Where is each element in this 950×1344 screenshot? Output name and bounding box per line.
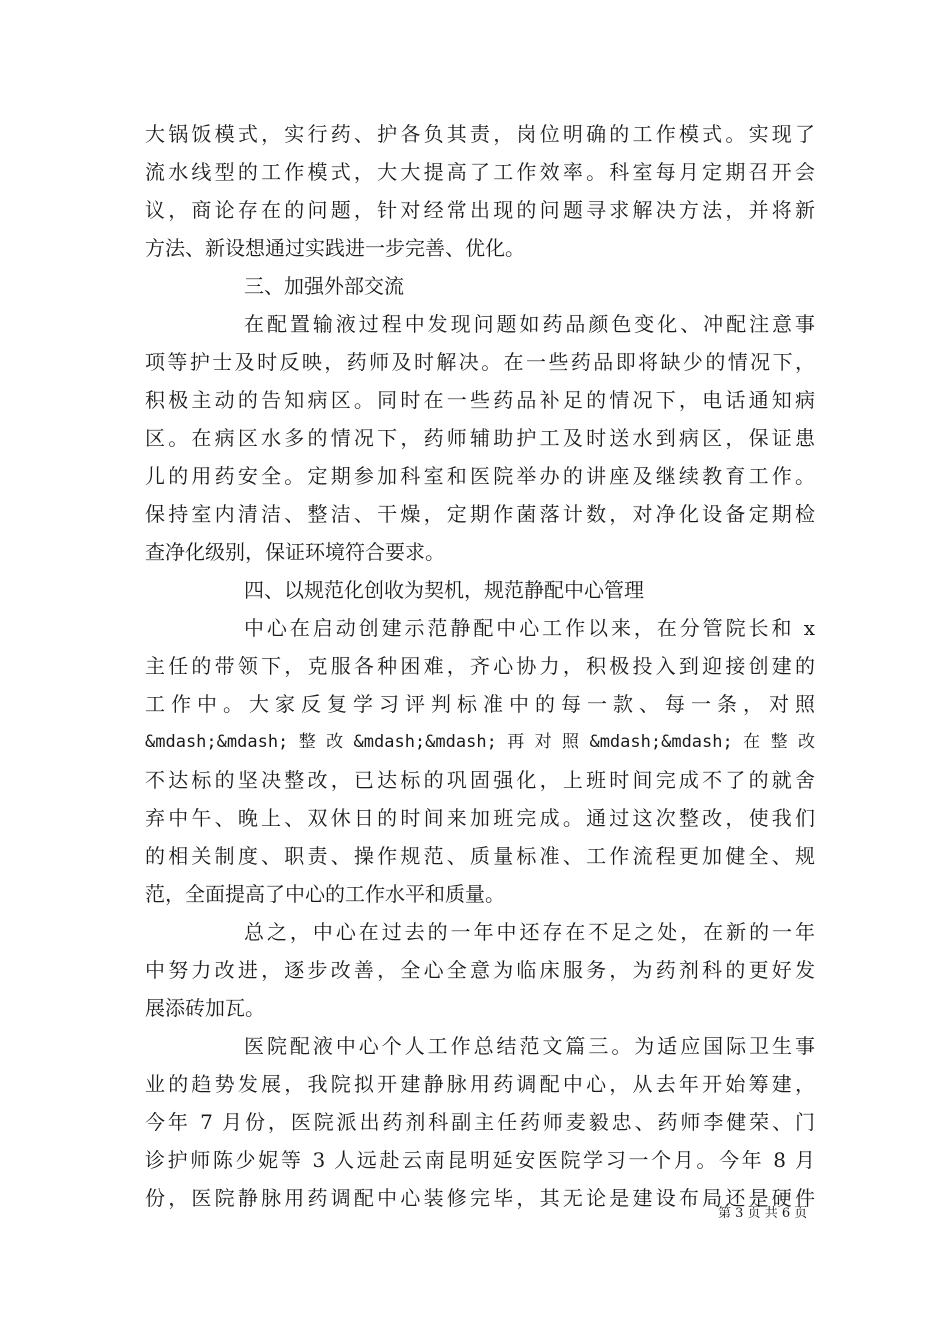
text-line: 不达标的坚决整改，已达标的巩固强化，上班时间完成不了的就舍 (145, 768, 815, 792)
text-line: 范，全面提高了中心的工作水平和质量。 (145, 882, 505, 906)
page-suffix: 页 (794, 1206, 808, 1221)
text-line: 在配置输液过程中发现问题如药品颜色变化、冲配注意事 (244, 312, 815, 336)
text-line: 主任的带领下，克服各种困难，齐心协力，积极投入到迎接创建的 (145, 654, 815, 678)
text-line: 今年 7 月份，医院派出药剂科副主任药师麦毅忠、药师李健荣、门 (145, 1110, 815, 1134)
text-line: 份，医院静脉用药调配中心装修完毕，其无论是建设布局还是硬件 (145, 1186, 815, 1210)
text-line: 区。在病区水多的情况下，药师辅助护工及时送水到病区，保证患 (145, 426, 815, 450)
text-line: 查净化级别，保证环境符合要求。 (145, 540, 445, 564)
text-line: 中努力改进，逐步改善，全心全意为临床服务，为药剂科的更好发 (145, 958, 815, 982)
page-middle: 页 共 (747, 1206, 778, 1221)
text-line: 大锅饭模式，实行药、护各负其责，岗位明确的工作模式。实现了 (145, 122, 815, 146)
text-line: 诊护师陈少妮等 3 人远赴云南昆明延安医院学习一个月。今年 8 月 (145, 1148, 815, 1172)
section-heading: 四、以规范化创收为契机，规范静配中心管理 (244, 578, 644, 602)
text-line: 的相关制度、职责、操作规范、质量标准、工作流程更加健全、规 (145, 844, 815, 868)
text-line: 积极主动的告知病区。同时在一些药品补足的情况下，电话通知病 (145, 388, 815, 412)
text-line: 项等护士及时反映，药师及时解决。在一些药品即将缺少的情况下， (145, 350, 815, 374)
text-line: 中心在启动创建示范静配中心工作以来，在分管院长和 x (244, 616, 815, 640)
text-line: &mdash;&mdash;整改&mdash;&mdash;再对照&mdash;&mdash;在整改 (145, 732, 815, 752)
text-line: 医院配液中心个人工作总结范文篇三。为适应国际卫生事 (244, 1034, 815, 1058)
text-line: 保持室内清洁、整洁、干燥，定期作菌落计数，对净化设备定期检 (145, 502, 815, 526)
text-line: 儿的用药安全。定期参加科室和医院举办的讲座及继续教育工作。 (145, 464, 815, 488)
page-number (718, 1206, 807, 1222)
text-line: 工作中。大家反复学习评判标准中的每一款、每一条，对照 (145, 692, 815, 716)
page-current: 3 (735, 1206, 744, 1221)
text-line: 总之，中心在过去的一年中还存在不足之处，在新的一年 (244, 920, 815, 944)
text-line: 展添砖加瓦。 (145, 996, 265, 1020)
page-prefix: 第 (718, 1206, 732, 1221)
text-line: 流水线型的工作模式，大大提高了工作效率。科室每月定期召开会 (145, 160, 815, 184)
section-heading: 三、加强外部交流 (244, 274, 404, 298)
text-line: 弃中午、晚上、双休日的时间来加班完成。通过这次整改，使我们 (145, 806, 815, 830)
text-line: 议，商论存在的问题，针对经常出现的问题寻求解决方法，并将新 (145, 198, 815, 222)
text-line: 方法、新设想通过实践进一步完善、优化。 (145, 236, 525, 260)
text-line: 业的趋势发展，我院拟开建静脉用药调配中心，从去年开始筹建， (145, 1072, 815, 1096)
page-total: 6 (781, 1206, 791, 1221)
